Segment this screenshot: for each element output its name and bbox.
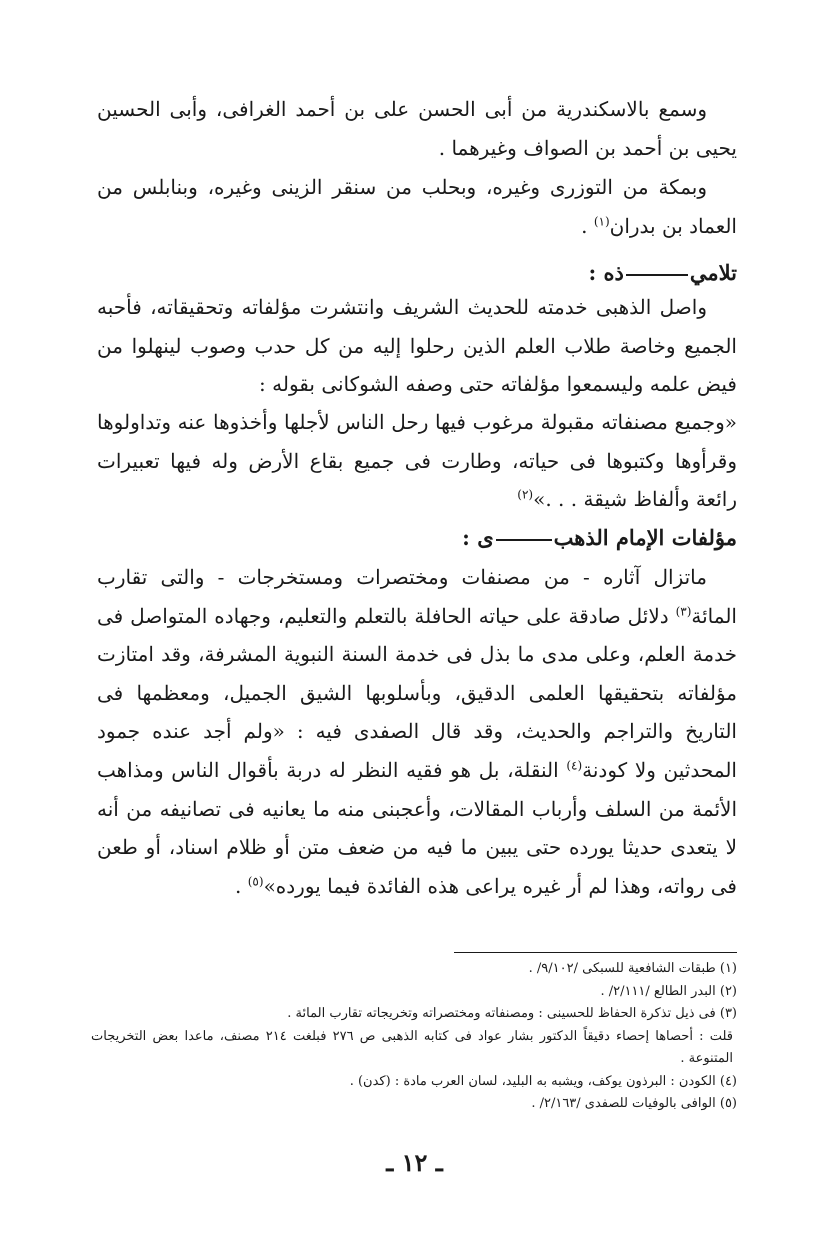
paragraph-text: وبمكة من التوزرى وغيره، وبحلب من سنقر الزينى وغيره، وبنابلس من العماد بن بدران [97, 175, 737, 238]
footnote-ref-3: (٣) [675, 603, 692, 618]
heading-text-start: مؤلفات الإمام الذهب [553, 525, 737, 550]
paragraph-teachers-alexandria [97, 90, 737, 167]
paragraph-line [97, 403, 737, 519]
paragraph-text: النقلة، بل هو فقيه النظر له دربة بأقوال الناس ومذاهب الأئمة من السلف وأرباب المقالات، وأعجبنى منه ما يعانيه فى تصانيفه من أنه لا يتعدى حديثا يورده حتى يبين ما فيه من ضعف متن أو ظلام اسناد، أو طعن فى رواته، وهذا لم أر غيره يراعى هذه الفائدة فيما يورده» [97, 757, 737, 898]
heading-text-start: تلامي [689, 260, 737, 285]
paragraph-text: ماتزال آثاره - من مصنفات ومختصرات ومستخرجات - والتى تقارب المائة [97, 565, 737, 628]
paragraph-line [97, 168, 737, 245]
paragraph-text: واصل الذهبى خدمته للحديث الشريف وانتشرت مؤلفاته وتحقيقاته، فأحبه الجميع وخاصة طلاب العلم الذين رحلوا إليه من كل حدب وصوب لينهلوا من فيض علمه وليسمعوا مؤلفاته حتى وصفه الشوكانى بقوله : [97, 295, 737, 397]
footnote-5: (٥) الوافى بالوفيات للصفدى /٢/١٦٣/ . [531, 1096, 737, 1111]
heading-text-end: ذه : [588, 260, 624, 285]
footnotes [91, 958, 737, 1116]
paragraph-teachers-mecca [97, 168, 737, 245]
footnote-3: (٣) فى ذيل تذكرة الحفاظ للحسينى : ومصنفاته ومختصراته وتخريجاته تقارب المائة . [287, 1006, 737, 1021]
paragraph-students [97, 288, 737, 404]
footnote-divider [454, 952, 737, 953]
kashida-line [626, 274, 688, 276]
footnote-ref-1: (١) [593, 213, 610, 228]
paragraph-text: وسمع بالاسكندرية من أبى الحسن على بن أحمد الغرافى، وأبى الحسين يحيى بن أحمد بن الصواف وغيرهما . [97, 97, 737, 160]
footnote-2: (٢) البدر الطالع /٢/١١١/ . [600, 983, 737, 999]
quote-text: «وجميع مصنفاته مقبولة مرغوب فيها رحل الناس لأجلها وأخذوها عنه وتداولوها وقرأوها وكتبوها فى حياته، وطارت فى جميع بقاع الأرض وله فيها تعبيرات رائعة وألفاظ شيقة . . .» [97, 410, 737, 512]
footnote-ref-4: (٤) [566, 758, 583, 773]
footnote-ref-5: (٥) [247, 874, 264, 889]
paragraph-end: . [581, 213, 588, 238]
footnote-1: (١) طبقات الشافعية للسبكى /٩/١٠٢/ . [528, 961, 737, 976]
heading-works [462, 523, 737, 553]
footnote-4: (٤) الكودن : البرذون يوكف، ويشبه به البليد، لسان العرب مادة : (كدن) . [349, 1073, 737, 1089]
kashida-line [496, 539, 552, 541]
footnote-ref-2: (٢) [517, 487, 534, 502]
paragraph-works [97, 558, 737, 905]
footnote-3-comment: قلت : أحصاها إحصاء دقيقاً الدكتور بشار عواد فى كتابه الذهبى ص ٢٧٦ فبلغت ٢١٤ مصنف، ماعدا بعض التخريجات المتنوعة . [91, 1028, 733, 1066]
page-number: ـ ١٢ ـ [386, 1148, 443, 1177]
quote-shawkani [97, 403, 737, 519]
paragraph-end: . [235, 873, 242, 898]
paragraph-text: دلائل صادقة على حياته الحافلة بالتعلم والتعليم، وجهاده المتواصل فى خدمة العلم، وعلى مدى ما بذل فى خدمة السنة النبوية المشرفة، وقد امتازت مؤلفاته بتحقيقها العلمى الدقيق، وبأسلوبها الشيق الجميل، ومعظمها فى التاريخ والتراجم والحديث، وقد قال الصفدى فيه : «ولم أجد عنده جمود المحدثين ولا كودنة [97, 603, 737, 782]
paragraph-line [97, 558, 737, 905]
heading-text-end: ى : [462, 525, 494, 550]
heading-students [588, 258, 737, 288]
